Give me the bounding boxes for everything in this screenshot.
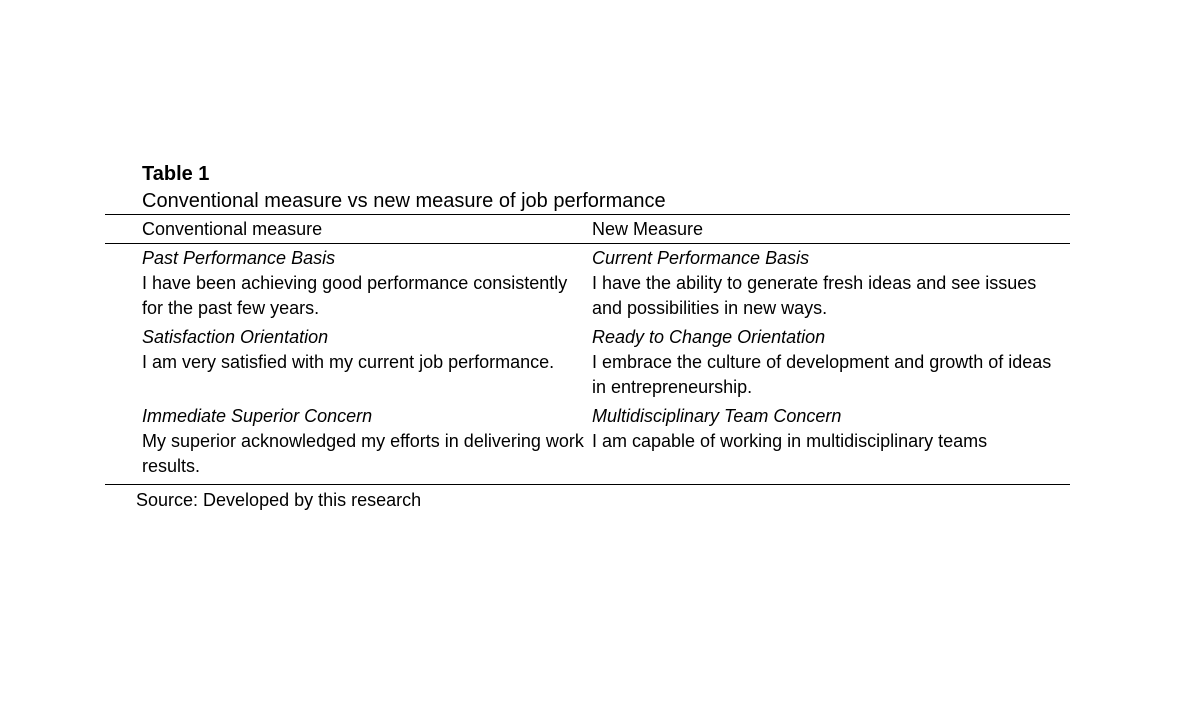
table-row [105,246,1070,325]
conventional-cell [142,325,592,404]
table-label: Table 1 [142,163,210,185]
conventional-cell [142,404,592,483]
table-title: Conventional measure vs new measure of job performance [142,190,666,212]
new-item-title: Ready to Change Orientation [592,327,826,347]
conventional-item-title: Past Performance Basis [142,248,336,268]
conventional-item-title: Immediate Superior Concern [142,406,373,426]
table-row [105,404,1070,483]
conventional-item-title: Satisfaction Orientation [142,327,329,347]
header-row [105,215,1070,243]
new-item-title: Current Performance Basis [592,248,810,268]
conventional-item-text: I am very satisfied with my current job performance. [142,352,555,372]
table-body [105,244,1070,484]
header-new: New Measure [592,219,704,239]
header-conventional: Conventional measure [142,219,323,239]
new-item-text: I am capable of working in multidisciplinary teams [592,431,988,451]
conventional-cell [142,246,592,325]
new-cell [592,246,1070,325]
new-item-text: I embrace the culture of development and growth of ideas in entrepreneurship. [592,352,1052,397]
conventional-item-text: I have been achieving good performance consistently for the past few years. [142,273,568,318]
new-cell [592,404,1070,483]
table-row [105,325,1070,404]
new-cell [592,325,1070,404]
table-source: Source: Developed by this research [136,490,422,510]
new-item-title: Multidisciplinary Team Concern [592,406,842,426]
conventional-item-text: My superior acknowledged my efforts in delivering work results. [142,431,584,476]
table [105,160,1070,513]
new-item-text: I have the ability to generate fresh ideas and see issues and possibilities in new ways. [592,273,1037,318]
